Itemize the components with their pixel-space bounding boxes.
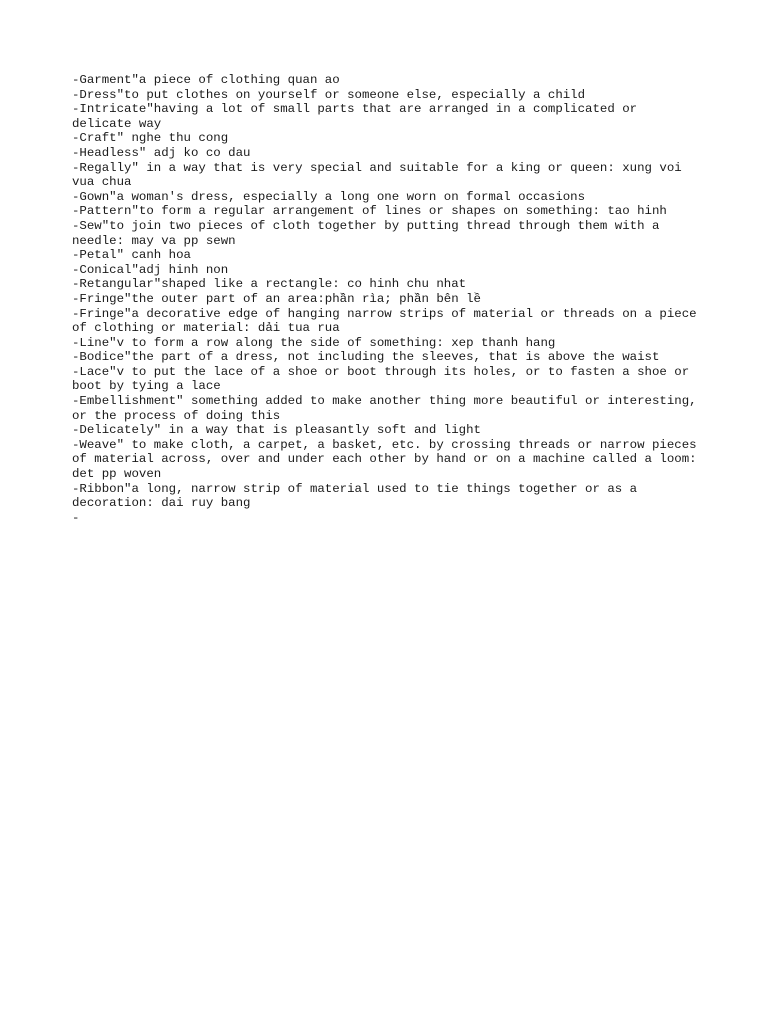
vocab-entry-regally: -Regally" in a way that is very special and suitable for a king or queen: xung voi vua chua bbox=[72, 160, 690, 190]
vocab-entry-gown: -Gown"a woman's dress, especially a long one worn on formal occasions bbox=[72, 189, 586, 204]
vocab-entry-craft: -Craft" nghe thu cong bbox=[72, 131, 229, 146]
vocab-entry-retangular: -Retangular"shaped like a rectangle: co hinh chu nhat bbox=[72, 277, 467, 292]
vocab-entry-petal: -Petal" canh hoa bbox=[72, 248, 191, 263]
vocab-entry-ribbon: -Ribbon"a long, narrow strip of material used to tie things together or as a decoration: dai ruy bang bbox=[72, 481, 645, 511]
vocab-entry-embellishment: -Embellishment" something added to make another thing more beautiful or interesting, or the process of doing this bbox=[72, 394, 705, 423]
vocab-entry-fringe-decorative: -Fringe"a decorative edge of hanging narrow strips of material or threads on a piece of clothing or material: dải tua rua bbox=[72, 306, 705, 336]
vocab-entry-weave: -Weave" to make cloth, a carpet, a basket, etc. by crossing threads or narrow pieces of material across, over and under each other by hand or on a machine called a loom: det pp woven bbox=[72, 437, 705, 482]
vocab-entry-delicately: -Delicately" in a way that is pleasantly soft and light bbox=[72, 423, 481, 438]
vocab-entry-empty: - bbox=[72, 510, 80, 525]
vocab-entry-pattern: -Pattern"to form a regular arrangement of lines or shapes on something: tao hinh bbox=[72, 204, 667, 219]
vocab-entry-fringe-area: -Fringe"the outer part of an area:phần rìa; phần bên lề bbox=[72, 291, 481, 306]
vocabulary-list bbox=[72, 73, 705, 525]
vocab-entry-dress: -Dress"to put clothes on yourself or someone else, especially a child bbox=[72, 87, 586, 102]
vocab-entry-lace: -Lace"v to put the lace of a shoe or boot through its holes, or to fasten a shoe or boot by tying a lace bbox=[72, 364, 697, 394]
vocab-entry-line: -Line"v to form a row along the side of something: xep thanh hang bbox=[72, 335, 556, 350]
vocab-entry-intricate: -Intricate"having a lot of small parts that are arranged in a complicated or delicate way bbox=[72, 102, 645, 131]
vocab-entry-bodice: -Bodice"the part of a dress, not including the sleeves, that is above the waist bbox=[72, 350, 660, 365]
vocab-entry-sew: -Sew"to join two pieces of cloth together by putting thread through them with a needle: may va pp sewn bbox=[72, 218, 667, 248]
vocab-entry-garment: -Garment"a piece of clothing quan ao bbox=[72, 73, 340, 87]
vocab-entry-conical: -Conical"adj hinh non bbox=[72, 262, 229, 277]
vocab-entry-headless: -Headless" adj ko co dau bbox=[72, 145, 251, 160]
